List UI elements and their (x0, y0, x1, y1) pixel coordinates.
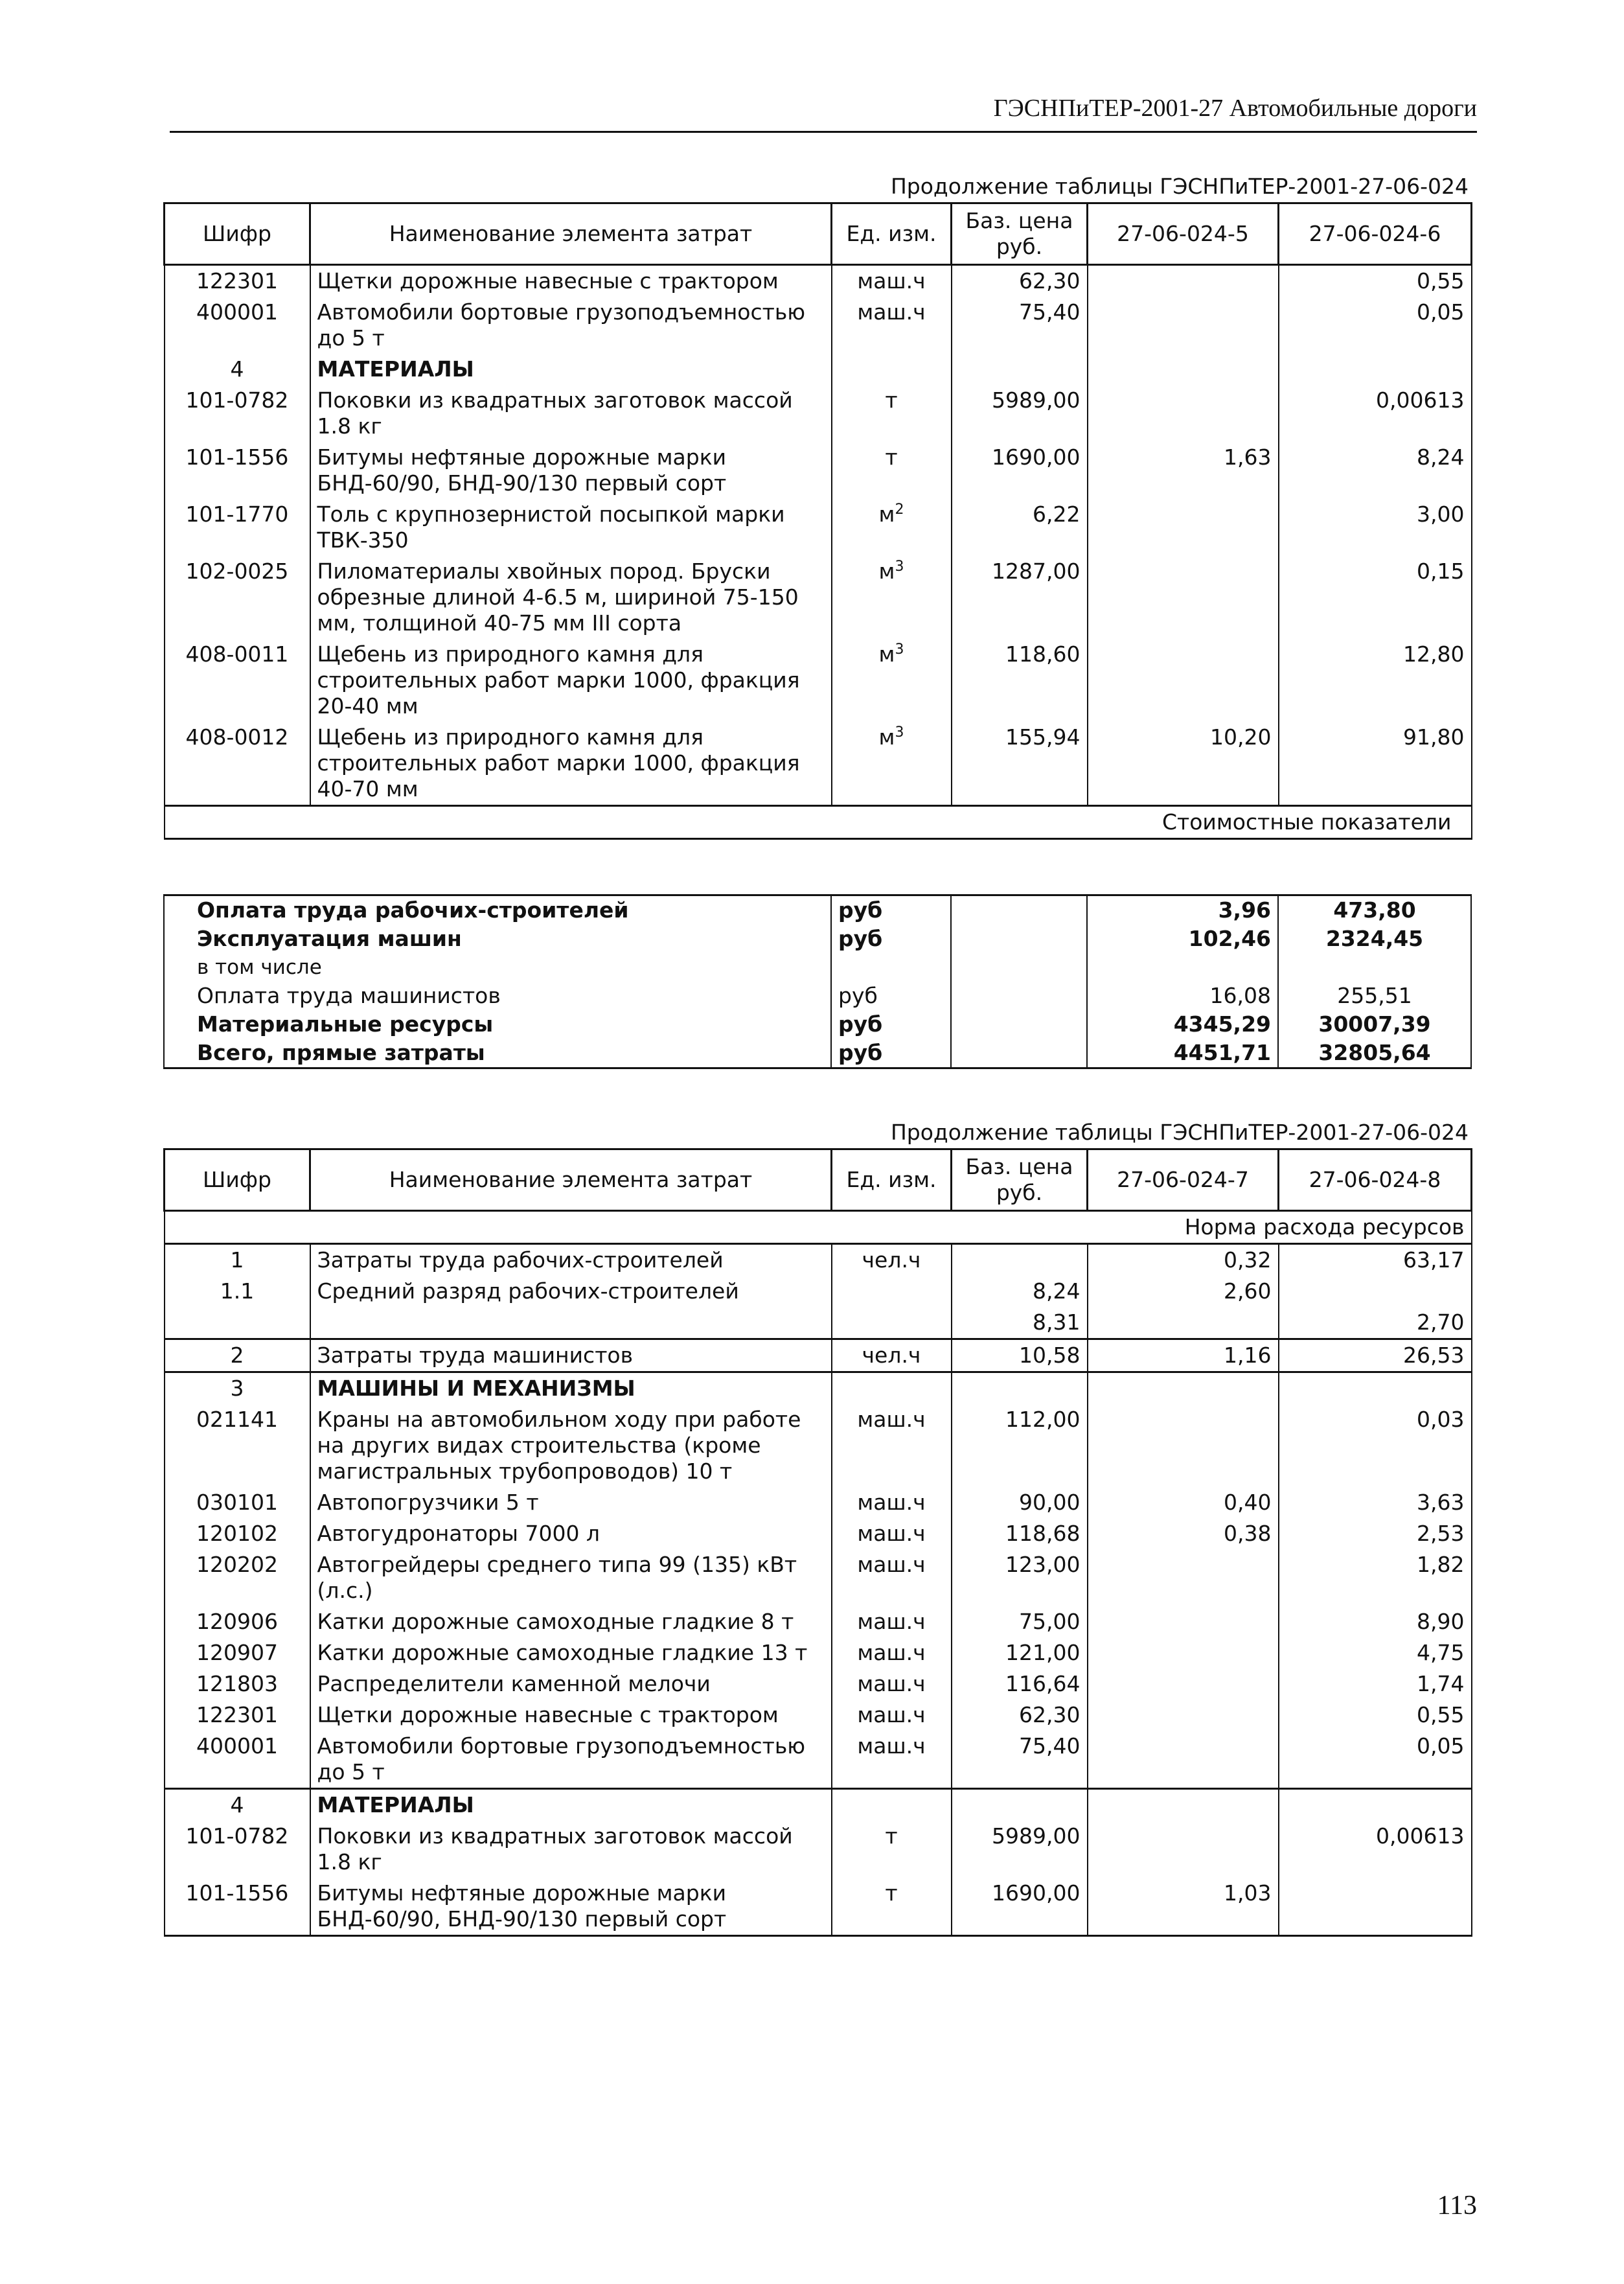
unit-text: т (885, 1880, 898, 1906)
resource-code: 021141 (165, 1404, 310, 1487)
value-col-b: 0,55 (1279, 265, 1472, 297)
value-col-b: 2,70 (1279, 1307, 1472, 1339)
summary-row (164, 1039, 1471, 1068)
base-price: 112,00 (952, 1404, 1088, 1487)
resource-unit (832, 385, 952, 442)
resource-row (165, 265, 1472, 297)
unit-text: маш.ч (857, 1640, 926, 1665)
resource-name: Битумы нефтяные дорожные марки БНД-60/90, БНД-90/130 первый сорт (310, 442, 832, 499)
resource-name: Автомобили бортовые грузоподъемностью до 5 т (310, 297, 832, 354)
base-price (952, 1244, 1088, 1276)
resource-unit (832, 1307, 952, 1339)
summary-col-a: 4451,71 (1087, 1039, 1278, 1068)
section-row (165, 1372, 1472, 1405)
value-col-a (1088, 1404, 1279, 1487)
unit-text: м (878, 502, 895, 527)
summary-unit: руб (831, 1039, 951, 1068)
resource-unit (832, 1637, 952, 1668)
resource-row (165, 639, 1472, 722)
resource-name: Пиломатериалы хвойных пород. Бруски обрезные длиной 4-6.5 м, шириной 75-150 мм, толщиной 40-75 мм III сорта (310, 556, 832, 639)
resource-code: 4 (165, 354, 310, 385)
empty-cell (951, 1039, 1087, 1068)
value-col-b: 1,74 (1279, 1668, 1472, 1700)
resource-code: 120202 (165, 1549, 310, 1606)
value-col-b: 4,75 (1279, 1637, 1472, 1668)
value-col-a (1088, 385, 1279, 442)
header-col-b: 27-06-024-8 (1279, 1149, 1472, 1211)
resource-row (165, 1606, 1472, 1637)
value-col-b: 8,24 (1279, 442, 1472, 499)
resource-code: 121803 (165, 1668, 310, 1700)
summary-col-a: 4345,29 (1087, 1010, 1278, 1039)
unit-text: маш.ч (857, 1702, 926, 1727)
resource-unit (832, 1518, 952, 1549)
empty-cell (1088, 1372, 1279, 1405)
unit-text: чел.ч (862, 1343, 921, 1368)
header-code: Шифр (165, 203, 310, 265)
summary-unit: руб (831, 895, 951, 925)
resource-row (165, 385, 1472, 442)
unit-text: т (885, 387, 898, 413)
value-col-a: 0,38 (1088, 1518, 1279, 1549)
table1-continuation: Продолжение таблицы ГЭСНПиТЕР-2001-27-06-024 (890, 174, 1469, 199)
resource-row (165, 1700, 1472, 1731)
summary-label: в том числе (164, 953, 831, 982)
value-col-b: 0,00613 (1279, 385, 1472, 442)
base-price: 5989,00 (952, 385, 1088, 442)
resource-name: Щебень из природного камня для строительных работ марки 1000, фракция 40-70 мм (310, 722, 832, 806)
summary-col-a (1087, 953, 1278, 982)
resource-name: Толь с крупнозернистой посыпкой марки ТВК-350 (310, 499, 832, 556)
value-col-a: 1,63 (1088, 442, 1279, 499)
empty-cell (1088, 1789, 1279, 1821)
value-col-b: 2,53 (1279, 1518, 1472, 1549)
summary-col-a: 102,46 (1087, 925, 1278, 953)
resource-row (165, 1518, 1472, 1549)
resource-code: 102-0025 (165, 556, 310, 639)
resource-code: 030101 (165, 1487, 310, 1518)
resource-code: 101-1556 (165, 442, 310, 499)
value-col-b (1279, 1276, 1472, 1307)
resource-row (165, 1821, 1472, 1878)
base-price: 123,00 (952, 1549, 1088, 1606)
unit-text: маш.ч (857, 1733, 926, 1759)
resource-name: Битумы нефтяные дорожные марки БНД-60/90, БНД-90/130 первый сорт (310, 1878, 832, 1936)
resource-unit (832, 1487, 952, 1518)
resource-name: Щетки дорожные навесные с трактором (310, 265, 832, 297)
value-col-a (1088, 265, 1279, 297)
summary-unit: руб (831, 982, 951, 1010)
base-price: 1287,00 (952, 556, 1088, 639)
resource-name: Поковки из квадратных заготовок массой 1.8 кг (310, 1821, 832, 1878)
unit-text: маш.ч (857, 1407, 926, 1432)
unit-text: м (878, 559, 895, 584)
header-unit: Ед. изм. (832, 203, 952, 265)
resource-name: Распределители каменной мелочи (310, 1668, 832, 1700)
resource-unit (832, 1878, 952, 1936)
unit-text: маш.ч (857, 1521, 926, 1546)
resource-row (165, 556, 1472, 639)
resource-unit (832, 499, 952, 556)
resource-row (165, 1731, 1472, 1789)
resource-row (165, 722, 1472, 806)
summary-label: Оплата труда машинистов (164, 982, 831, 1010)
table2-resources (163, 1148, 1472, 1937)
value-col-b: 0,05 (1279, 297, 1472, 354)
resource-code: 120102 (165, 1518, 310, 1549)
resource-code: 101-0782 (165, 1821, 310, 1878)
resource-code: 122301 (165, 265, 310, 297)
value-col-a: 0,40 (1088, 1487, 1279, 1518)
summary-col-b: 30007,39 (1278, 1010, 1471, 1039)
resource-row (165, 1487, 1472, 1518)
summary-label: Материальные ресурсы (164, 1010, 831, 1039)
value-col-b: 8,90 (1279, 1606, 1472, 1637)
unit-text: маш.ч (857, 1671, 926, 1696)
resource-code: 1.1 (165, 1276, 310, 1307)
band-label: Стоимостные показатели (165, 806, 1472, 839)
header-col-a: 27-06-024-5 (1088, 203, 1279, 265)
value-col-a: 0,32 (1088, 1244, 1279, 1276)
resource-code: 122301 (165, 1700, 310, 1731)
base-price: 1690,00 (952, 1878, 1088, 1936)
resource-name: Затраты труда рабочих-строителей (310, 1244, 832, 1276)
header-col-b: 27-06-024-6 (1279, 203, 1472, 265)
resource-unit (832, 1276, 952, 1307)
unit-text: чел.ч (862, 1247, 921, 1273)
section-title: МАШИНЫ И МЕХАНИЗМЫ (310, 1372, 832, 1405)
section-row (165, 1789, 1472, 1821)
base-price: 8,24 (952, 1276, 1088, 1307)
resource-unit (832, 639, 952, 722)
resource-unit (832, 1668, 952, 1700)
value-col-a (1088, 639, 1279, 722)
summary-col-a: 3,96 (1087, 895, 1278, 925)
unit-text: маш.ч (857, 1552, 926, 1577)
page-number: 113 (1437, 2191, 1477, 2221)
base-price: 8,31 (952, 1307, 1088, 1339)
band-label: Норма расхода ресурсов (165, 1211, 1472, 1244)
resource-name: Средний разряд рабочих-строителей (310, 1276, 832, 1307)
unit-exponent: 3 (895, 559, 904, 575)
resource-name: Автогрейдеры среднего типа 99 (135) кВт (л.с.) (310, 1549, 832, 1606)
value-col-b: 1,82 (1279, 1549, 1472, 1606)
summary-col-b: 32805,64 (1278, 1039, 1471, 1068)
empty-cell (1279, 1372, 1472, 1405)
unit-text: маш.ч (857, 299, 926, 325)
resource-code: 400001 (165, 1731, 310, 1789)
resource-row (165, 442, 1472, 499)
base-price: 121,00 (952, 1637, 1088, 1668)
value-col-a: 10,20 (1088, 722, 1279, 806)
header-col-a: 27-06-024-7 (1088, 1149, 1279, 1211)
base-price: 155,94 (952, 722, 1088, 806)
unit-text: маш.ч (857, 1490, 926, 1515)
resource-unit (832, 1731, 952, 1789)
resource-name: Краны на автомобильном ходу при работе на других видах строительства (кроме магистральных трубопроводов) 10 т (310, 1404, 832, 1487)
value-col-a (1088, 1731, 1279, 1789)
unit-exponent: 2 (895, 502, 904, 518)
base-price: 75,00 (952, 1606, 1088, 1637)
value-col-a (1088, 1637, 1279, 1668)
resource-row (165, 1339, 1472, 1372)
header-name: Наименование элемента затрат (310, 203, 832, 265)
resource-row (165, 1878, 1472, 1936)
value-col-a (1088, 1700, 1279, 1731)
resource-row (165, 1637, 1472, 1668)
empty-cell (1279, 354, 1472, 385)
resource-row (165, 1244, 1472, 1276)
resource-unit (832, 1549, 952, 1606)
summary-col-a: 16,08 (1087, 982, 1278, 1010)
resource-row (165, 297, 1472, 354)
empty-cell (951, 1010, 1087, 1039)
value-col-b: 0,55 (1279, 1700, 1472, 1731)
resource-name: Катки дорожные самоходные гладкие 13 т (310, 1637, 832, 1668)
base-price: 75,40 (952, 297, 1088, 354)
resource-code: 101-1556 (165, 1878, 310, 1936)
unit-text: маш.ч (857, 268, 926, 294)
resource-unit (832, 1244, 952, 1276)
value-col-a: 1,16 (1088, 1339, 1279, 1372)
empty-cell (951, 925, 1087, 953)
summary-row (164, 982, 1471, 1010)
header-price: Баз. цена руб. (952, 203, 1088, 265)
value-col-b: 3,63 (1279, 1487, 1472, 1518)
base-price: 75,40 (952, 1731, 1088, 1789)
value-col-a (1088, 1821, 1279, 1878)
band-row (165, 1211, 1472, 1244)
unit-text: маш.ч (857, 1609, 926, 1634)
resource-row (165, 1549, 1472, 1606)
value-col-a (1088, 1549, 1279, 1606)
value-col-a: 1,03 (1088, 1878, 1279, 1936)
resource-row (165, 1404, 1472, 1487)
value-col-a (1088, 1307, 1279, 1339)
resource-code: 4 (165, 1789, 310, 1821)
summary-col-b: 255,51 (1278, 982, 1471, 1010)
table2-header-row (165, 1149, 1472, 1211)
resource-code: 101-1770 (165, 499, 310, 556)
summary-label: Всего, прямые затраты (164, 1039, 831, 1068)
table1-resources (163, 202, 1472, 840)
header-unit: Ед. изм. (832, 1149, 952, 1211)
summary-row (164, 895, 1471, 925)
table2-continuation: Продолжение таблицы ГЭСНПиТЕР-2001-27-06-024 (890, 1120, 1469, 1145)
resource-unit (832, 1700, 952, 1731)
summary-row (164, 925, 1471, 953)
band-row (165, 806, 1472, 839)
header-name: Наименование элемента затрат (310, 1149, 832, 1211)
value-col-b: 3,00 (1279, 499, 1472, 556)
base-price: 118,60 (952, 639, 1088, 722)
unit-exponent: 3 (895, 724, 904, 741)
empty-cell (1279, 1789, 1472, 1821)
header-rule (170, 131, 1477, 133)
unit-text: м (878, 724, 895, 750)
value-col-a (1088, 297, 1279, 354)
header-price: Баз. цена руб. (952, 1149, 1088, 1211)
empty-cell (832, 354, 952, 385)
empty-cell (952, 1372, 1088, 1405)
base-price: 90,00 (952, 1487, 1088, 1518)
summary-unit: руб (831, 925, 951, 953)
resource-code (165, 1307, 310, 1339)
resource-name: Катки дорожные самоходные гладкие 8 т (310, 1606, 832, 1637)
resource-name: Щетки дорожные навесные с трактором (310, 1700, 832, 1731)
base-price: 10,58 (952, 1339, 1088, 1372)
resource-name: Автопогрузчики 5 т (310, 1487, 832, 1518)
empty-cell (951, 953, 1087, 982)
value-col-b: 0,05 (1279, 1731, 1472, 1789)
summary-col-b: 473,80 (1278, 895, 1471, 925)
base-price: 62,30 (952, 1700, 1088, 1731)
empty-cell (952, 1789, 1088, 1821)
value-col-b: 63,17 (1279, 1244, 1472, 1276)
empty-cell (951, 895, 1087, 925)
value-col-a (1088, 1668, 1279, 1700)
base-price: 5989,00 (952, 1821, 1088, 1878)
resource-name: Автомобили бортовые грузоподъемностью до 5 т (310, 1731, 832, 1789)
resource-unit (832, 1404, 952, 1487)
resource-code: 408-0012 (165, 722, 310, 806)
base-price: 6,22 (952, 499, 1088, 556)
resource-code: 120906 (165, 1606, 310, 1637)
resource-code: 2 (165, 1339, 310, 1372)
resource-code: 120907 (165, 1637, 310, 1668)
resource-unit (832, 1821, 952, 1878)
resource-code: 101-0782 (165, 385, 310, 442)
summary-row (164, 953, 1471, 982)
base-price: 118,68 (952, 1518, 1088, 1549)
resource-row (165, 1307, 1472, 1339)
resource-unit (832, 442, 952, 499)
empty-cell (1088, 354, 1279, 385)
section-title: МАТЕРИАЛЫ (310, 1789, 832, 1821)
resource-code: 3 (165, 1372, 310, 1405)
resource-code: 400001 (165, 297, 310, 354)
empty-cell (832, 1789, 952, 1821)
base-price: 1690,00 (952, 442, 1088, 499)
resource-name: Автогудронаторы 7000 л (310, 1518, 832, 1549)
section-title: МАТЕРИАЛЫ (310, 354, 832, 385)
value-col-b: 26,53 (1279, 1339, 1472, 1372)
resource-code: 408-0011 (165, 639, 310, 722)
summary-col-b (1278, 953, 1471, 982)
header-code: Шифр (165, 1149, 310, 1211)
empty-cell (952, 354, 1088, 385)
resource-unit (832, 1606, 952, 1637)
unit-exponent: 3 (895, 641, 904, 658)
value-col-b: 91,80 (1279, 722, 1472, 806)
value-col-b: 0,15 (1279, 556, 1472, 639)
table1-header-row (165, 203, 1472, 265)
resource-unit (832, 265, 952, 297)
resource-code: 1 (165, 1244, 310, 1276)
summary-col-b: 2324,45 (1278, 925, 1471, 953)
base-price: 62,30 (952, 265, 1088, 297)
resource-unit (832, 556, 952, 639)
summary-row (164, 1010, 1471, 1039)
resource-name: Щебень из природного камня для строительных работ марки 1000, фракция 20-40 мм (310, 639, 832, 722)
resource-name: Затраты труда машинистов (310, 1339, 832, 1372)
empty-cell (951, 982, 1087, 1010)
section-row (165, 354, 1472, 385)
value-col-a: 2,60 (1088, 1276, 1279, 1307)
resource-name: Поковки из квадратных заготовок массой 1.8 кг (310, 385, 832, 442)
resource-name (310, 1307, 832, 1339)
empty-cell (832, 1372, 952, 1405)
table1-cost-summary (163, 894, 1472, 1069)
base-price: 116,64 (952, 1668, 1088, 1700)
value-col-b (1279, 1878, 1472, 1936)
value-col-a (1088, 499, 1279, 556)
summary-unit: руб (831, 1010, 951, 1039)
unit-text: т (885, 1823, 898, 1849)
unit-text: м (878, 641, 895, 667)
resource-row (165, 1276, 1472, 1307)
summary-label: Оплата труда рабочих-строителей (164, 895, 831, 925)
resource-unit (832, 1339, 952, 1372)
running-header: ГЭСНПиТЕР-2001-27 Автомобильные дороги (993, 95, 1477, 122)
resource-row (165, 1668, 1472, 1700)
summary-label: Эксплуатация машин (164, 925, 831, 953)
value-col-a (1088, 1606, 1279, 1637)
value-col-b: 0,00613 (1279, 1821, 1472, 1878)
resource-unit (832, 722, 952, 806)
unit-text: т (885, 444, 898, 470)
resource-row (165, 499, 1472, 556)
resource-unit (832, 297, 952, 354)
value-col-a (1088, 556, 1279, 639)
summary-unit (831, 953, 951, 982)
value-col-b: 12,80 (1279, 639, 1472, 722)
value-col-b: 0,03 (1279, 1404, 1472, 1487)
